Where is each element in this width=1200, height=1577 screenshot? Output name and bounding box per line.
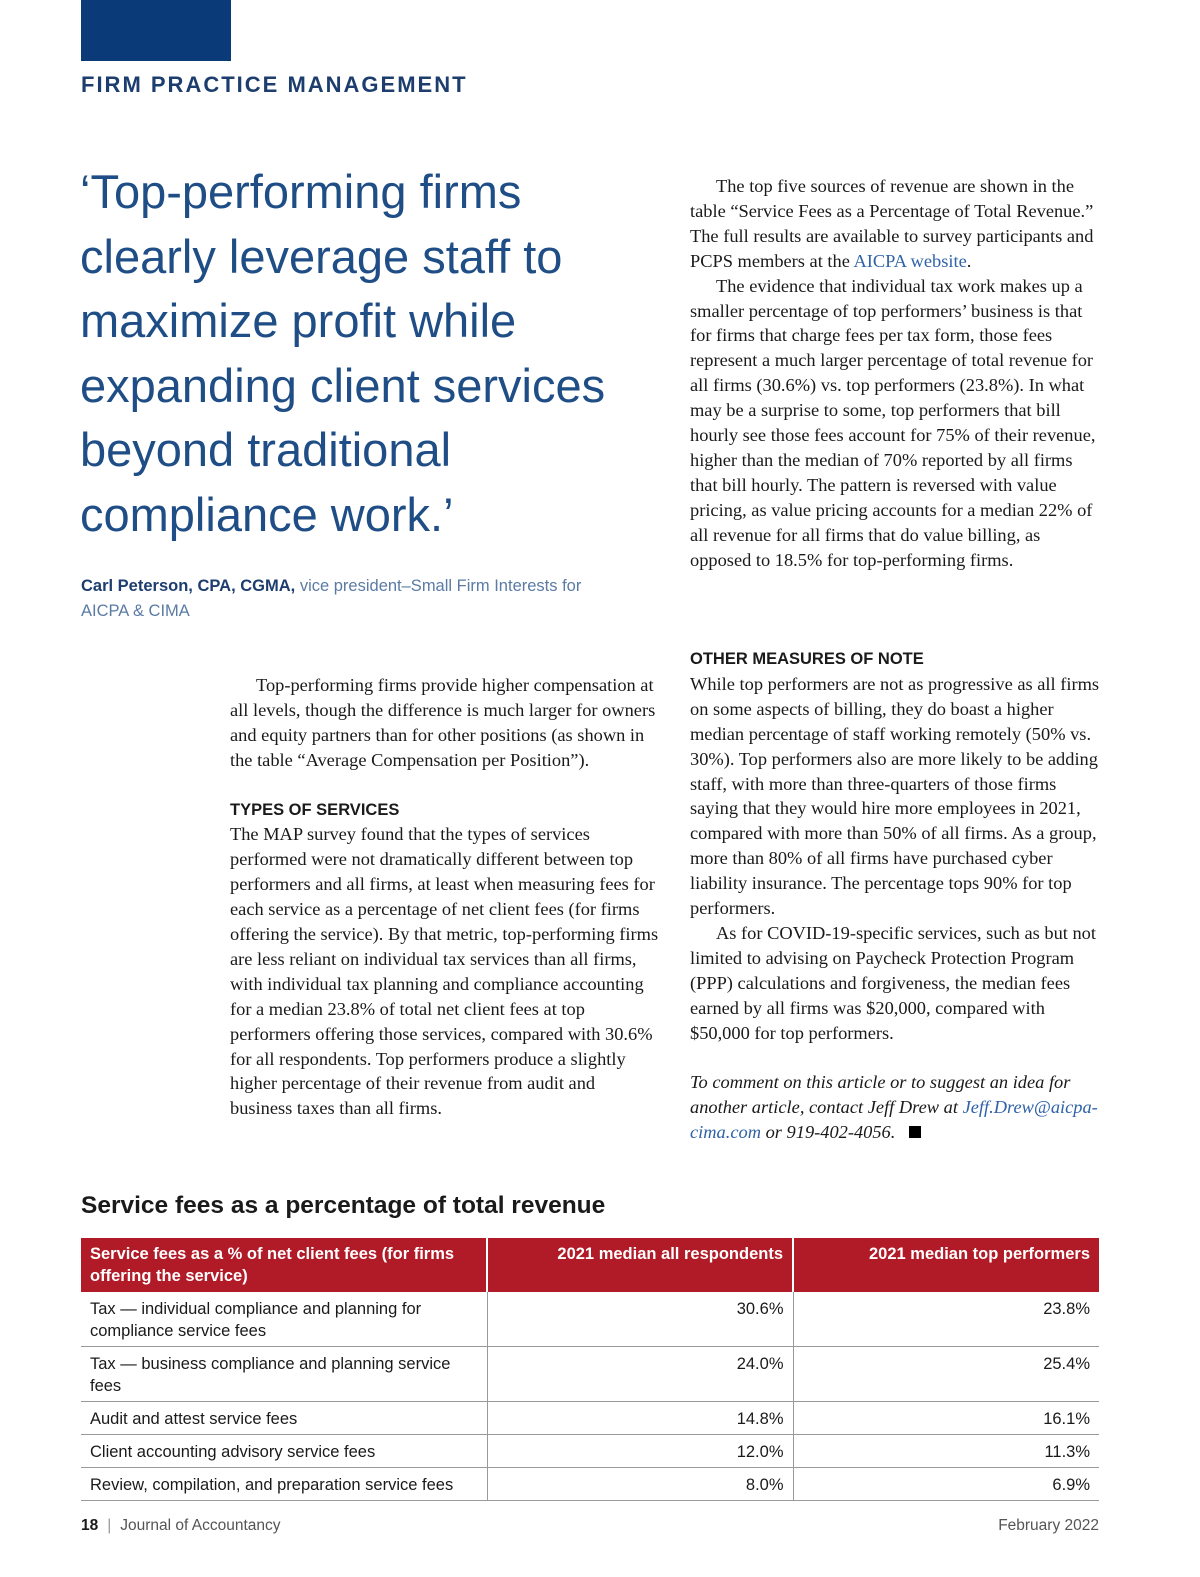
table-cell: 16.1% xyxy=(793,1402,1099,1435)
pull-quote-line: expanding client services xyxy=(80,358,606,412)
pull-quote-line: clearly leverage staff to xyxy=(80,229,563,283)
table-cell: 24.0% xyxy=(487,1347,793,1402)
contact-note: To comment on this article or to suggest an idea for another article, contact Jeff Drew at Jeff.Drew@aicpa-cima.com or 919-402-4056. xyxy=(690,1072,1098,1143)
aicpa-website-link[interactable]: AICPA website xyxy=(853,250,967,271)
pull-quote-line: beyond traditional xyxy=(80,423,452,477)
section-color-tab xyxy=(81,0,231,61)
pull-quote-line: compliance work.’ xyxy=(80,487,454,541)
issue-date: February 2022 xyxy=(998,1517,1099,1534)
table-header-cell: Service fees as a % of net client fees (for firms offering the service) xyxy=(81,1238,487,1292)
covid-services-paragraph: As for COVID-19-specific services, such as but not limited to advising on Paycheck Protection Program (PPP) calculations and forgiveness, the median fees earned by all firms was $20,000, compared with $50,000 for top performers. xyxy=(690,922,1096,1043)
right-text-column-bottom xyxy=(690,647,1102,1145)
table-row xyxy=(81,1468,1099,1501)
table-cell: Client accounting advisory service fees xyxy=(81,1435,487,1468)
types-of-services-paragraph: The MAP survey found that the types of services performed were not dramatically different between top performers and all firms, at least when measuring fees for each service as a percentage of net client fees (for firms offering the service). By that metric, top-performing firms are less reliant on individual tax services than all firms, with individual tax planning and compliance accounting for a median 23.8% of total net client fees at top performers offering those services, compared with 30.6% for all respondents. Top performers produce a slightly higher percentage of their revenue from audit and business taxes than all firms. xyxy=(230,824,659,1119)
intro-paragraph: Top-performing firms provide higher compensation at all levels, though the difference is much larger for owners and equity partners than for other positions (as shown in the table “Average Compensation per Position”). xyxy=(230,675,656,770)
publication-name: Journal of Accountancy xyxy=(120,1517,281,1534)
table-row xyxy=(81,1292,1099,1347)
table-cell: 6.9% xyxy=(793,1468,1099,1501)
end-mark-icon xyxy=(909,1126,921,1138)
table-cell: 8.0% xyxy=(487,1468,793,1501)
table-title: Service fees as a percentage of total revenue xyxy=(81,1192,606,1219)
table-cell: Tax — business compliance and planning service fees xyxy=(81,1347,487,1402)
table-cell: 14.8% xyxy=(487,1402,793,1435)
table-row xyxy=(81,1435,1099,1468)
table-row xyxy=(81,1347,1099,1402)
revenue-sources-paragraph: The top five sources of revenue are shown in the table “Service Fees as a Percentage of Total Revenue.” The full results are available to survey participants and PCPS members at the AICPA website. xyxy=(690,176,1094,271)
table-row xyxy=(81,1402,1099,1435)
left-text-column xyxy=(230,673,660,1121)
table-cell: Tax — individual compliance and planning for compliance service fees xyxy=(81,1292,487,1347)
attribution-role: vice president–Small Firm Interests for xyxy=(299,577,582,595)
page-footer xyxy=(81,1517,1099,1535)
table-cell: 30.6% xyxy=(487,1292,793,1347)
pull-quote-line: maximize profit while xyxy=(80,294,517,348)
quote-attribution xyxy=(81,574,641,624)
other-measures-heading: OTHER MEASURES OF NOTE xyxy=(690,650,924,668)
table-cell: 23.8% xyxy=(793,1292,1099,1347)
right-text-column-top xyxy=(690,174,1102,573)
service-fees-table xyxy=(81,1238,1099,1501)
table-cell: Review, compilation, and preparation service fees xyxy=(81,1468,487,1501)
tax-evidence-paragraph: The evidence that individual tax work makes up a smaller percentage of top performers’ business is that for firms that charge fees per tax form, those fees represent a much larger percentage of total revenue for all firms (30.6%) vs. top performers (23.8%). In what may be a surprise to some, top performers that bill hourly see those fees account for 75% of their revenue, higher than the median of 70% reported by all firms that bill hourly. The pattern is reversed with value pricing, as value pricing accounts for a median 22% of all revenue for all firms that do value billing, as opposed to 18.5% for top-performing firms. xyxy=(690,275,1096,570)
pull-quote-line: ‘Top-performing firms xyxy=(80,165,522,218)
types-of-services-heading: TYPES OF SERVICES xyxy=(230,800,400,819)
table-cell: Audit and attest service fees xyxy=(81,1402,487,1435)
table-header-cell: 2021 median top performers xyxy=(793,1238,1099,1292)
table-cell: 25.4% xyxy=(793,1347,1099,1402)
table-cell: 12.0% xyxy=(487,1435,793,1468)
footer-separator: | xyxy=(107,1517,112,1534)
pull-quote xyxy=(80,160,640,548)
section-label: FIRM PRACTICE MANAGEMENT xyxy=(81,72,468,97)
page-number: 18 xyxy=(81,1517,99,1534)
contact-email-link[interactable]: Jeff.Drew@aicpa-cima.com xyxy=(690,1097,1098,1143)
other-measures-paragraph: While top performers are not as progressive as all firms on some aspects of billing, they do boast a higher median percentage of staff working remotely (50% vs. 30%). Top performers also are more likely to be adding staff, with more than three-quarters of those firms saying that they would hire more employees in 2021, compared with more than 50% of all firms. As a group, more than 80% of all firms have purchased cyber liability insurance. The percentage tops 90% for top performers. xyxy=(690,673,1100,919)
table-header-cell: 2021 median all respondents xyxy=(487,1238,793,1292)
table-cell: 11.3% xyxy=(793,1435,1099,1468)
attribution-name: Carl Peterson, CPA, CGMA, xyxy=(81,577,296,595)
attribution-org: AICPA & CIMA xyxy=(81,602,190,620)
table-header-row xyxy=(81,1238,1099,1292)
